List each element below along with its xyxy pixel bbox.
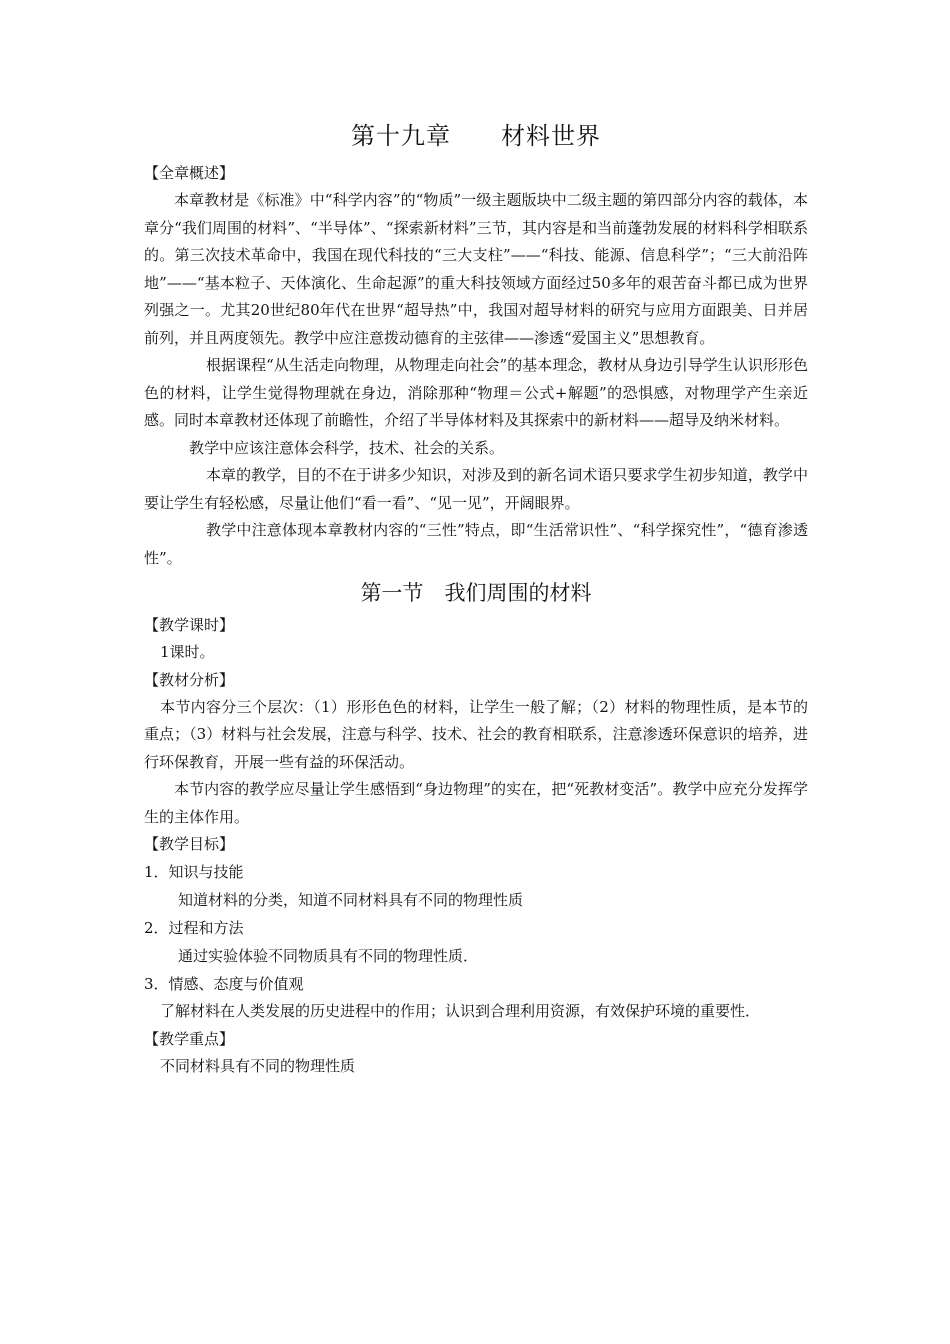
analysis-paragraph-2: 本节内容的教学应尽量让学生感悟到“身边物理”的实在，把“死教材变活”。教学中应充分发挥学生的主体作用。 [144,780,808,826]
overview-heading: 【全章概述】 [144,164,235,182]
analysis-heading: 【教材分析】 [144,670,235,689]
hours-heading: 【教学课时】 [144,616,235,634]
overview-paragraph-3: 教学中应该注意体会科学，技术、社会的关系。 [189,438,505,457]
chapter-title: 第十九章 材料世界 [351,122,601,150]
goal-1-text: 知道材料的分类，知道不同材料具有不同的物理性质 [178,891,524,909]
goal-2-text: 通过实验体验不同物质具有不同的物理性质． [178,947,479,965]
analysis-paragraph-1: 本节内容分三个层次：（1）形形色色的材料，让学生一般了解；（2）材料的物理性质，是本节的重点；（3）材料与社会发展，注意与科学、技术、社会的教育相联系，注意渗透环保意识的培养，进行环保教育，开展一些有益的环保活动。 [144,697,808,771]
overview-paragraph-4: 本章的教学，目的不在于讲多少知识，对涉及到的新名词术语只要求学生初步知道，教学中要让学生有轻松感，尽量让他们“看一看”、“见一见”，开阔眼界。 [144,466,808,512]
goal-2-label: 2．过程和方法 [144,919,244,937]
key-text: 不同材料具有不同的物理性质 [160,1056,356,1075]
goals-heading: 【教学目标】 [144,835,235,853]
goal-3-label: 3．情感、态度与价值观 [144,975,304,993]
goal-3-text: 了解材料在人类发展的历史进程中的作用；认识到合理利用资源，有效保护环境的重要性． [160,1002,761,1020]
overview-paragraph-2: 根据课程“从生活走向物理，从物理走向社会”的基本理念，教材从身边引导学生认识形形色色的材料，让学生觉得物理就在身边，消除那种“物理＝公式+解题”的恐惧感，对物理学产生亲近感。同时本章教材还体现了前瞻性，介绍了半导体材料及其探索中的新材料——超导及纳米材料。 [144,356,808,429]
key-heading: 【教学重点】 [144,1029,235,1048]
goal-1-label: 1．知识与技能 [144,863,244,881]
hours-text: 1课时。 [160,643,215,661]
document-page [144,118,808,1080]
section-title: 第一节 我们周围的材料 [360,581,592,605]
overview-paragraph-5: 教学中注意体现本章教材内容的“三性”特点，即“生活常识性”、“科学探究性”，“德育渗透性”。 [144,521,808,567]
overview-paragraph-1: 本章教材是《标准》中“科学内容”的“物质”一级主题版块中二级主题的第四部分内容的载体，本章分“我们周围的材料”、“半导体”、“探索新材料”三节，其内容是和当前蓬勃发展的材料科学相联系的。第三次技术革命中，我国在现代科技的“三大支柱”——“科技、能源、信息科学”；“三大前沿阵地”——“基本粒子、天体演化、生命起源”的重大科技领域方面经过50多年的艰苦奋斗都已成为世界列强之一。尤其20世纪80年代在世界“超导热”中，我国对超导材料的研究与应用方面跟美、日并居前列，并且两度领先。教学中应注意拨动德育的主弦律——渗透“爱国主义”思想教育。 [144,191,808,347]
